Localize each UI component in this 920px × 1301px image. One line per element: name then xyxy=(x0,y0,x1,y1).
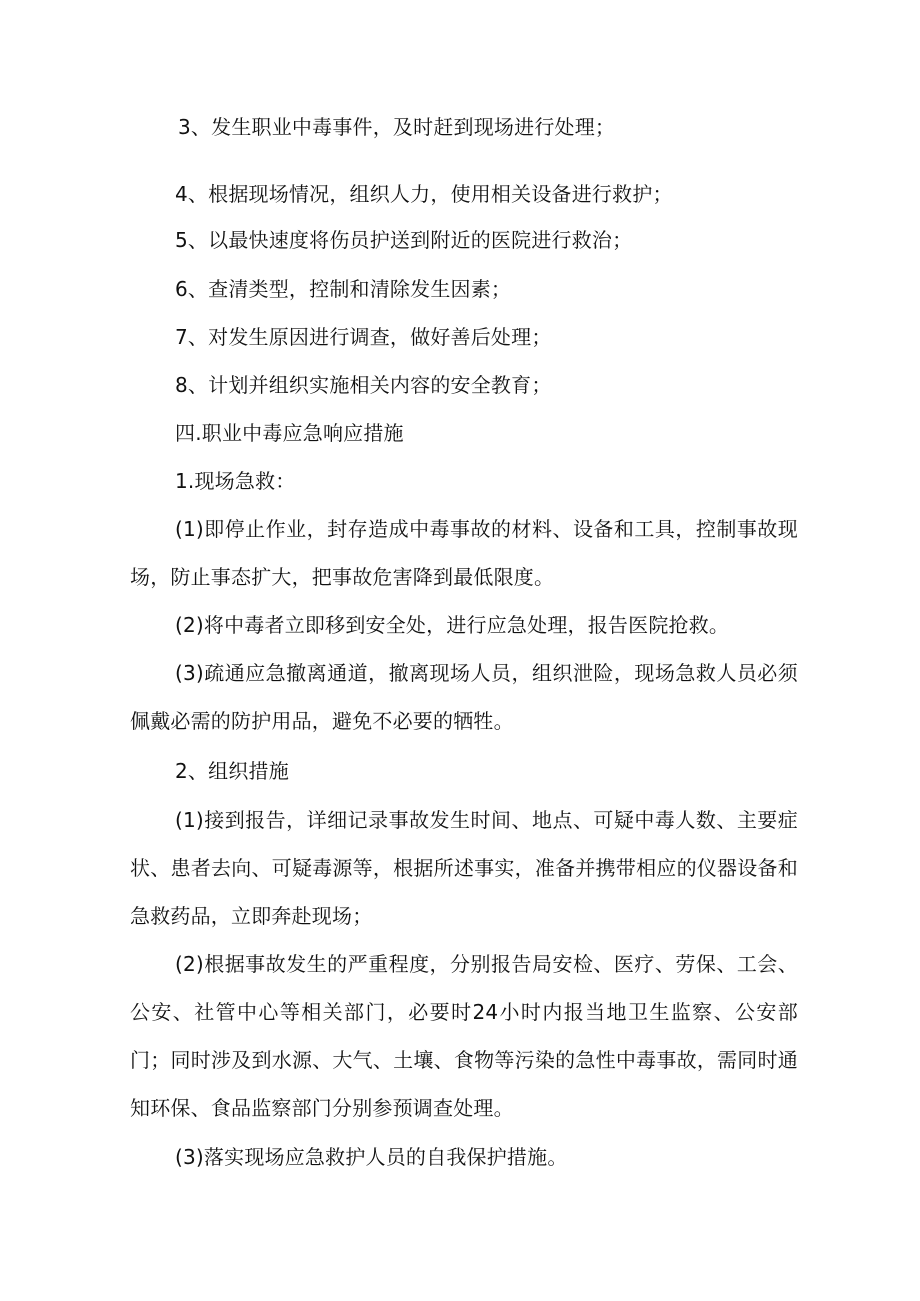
list-item-7: 7、对发生原因进行调查，做好善后处理； xyxy=(175,325,552,349)
subsection-heading-onsite-aid: 1.现场急救： xyxy=(175,469,296,493)
section-heading: 四.职业中毒应急响应措施 xyxy=(175,421,404,445)
paragraph-move-victim: (2)将中毒者立即移到安全处，进行应急处理，报告医院抢救。 xyxy=(175,613,730,637)
list-item-8: 8、计划并组织实施相关内容的安全教育； xyxy=(175,373,552,397)
paragraph-stop-work: (1)即停止作业，封存造成中毒事故的材料、设备和工具，控制事故现场，防止事态扩大，把事故危害降到最低限度。 xyxy=(130,517,798,589)
list-item-4: 4、根据现场情况，组织人力，使用相关设备进行救护； xyxy=(175,182,673,206)
paragraph-evacuation: (3)疏通应急撤离通道，撤离现场人员，组织泄险，现场急救人员必须佩戴必需的防护用品，避免不必要的牺牲。 xyxy=(130,661,798,733)
paragraph-receive-report: (1)接到报告，详细记录事故发生时间、地点、可疑中毒人数、主要症状、患者去向、可疑毒源等，根据所述事实，准备并携带相应的仪器设备和急救药品，立即奔赴现场； xyxy=(130,808,798,928)
list-item-3: 3、发生职业中毒事件，及时赶到现场进行处理； xyxy=(178,115,616,139)
paragraph-report-departments: (2)根据事故发生的严重程度，分别报告局安检、医疗、劳保、工会、公安、社管中心等相关部门，必要时24小时内报当地卫生监察、公安部门；同时涉及到水源、大气、土壤、食物等污染的急性中毒事故，需同时通知环保、食品监察部门分别参预调查处理。 xyxy=(130,952,798,1120)
list-item-6: 6、查清类型，控制和清除发生因素； xyxy=(175,277,512,301)
list-item-5: 5、以最快速度将伤员护送到附近的医院进行救治； xyxy=(175,228,633,252)
subsection-heading-organization: 2、组织措施 xyxy=(175,759,289,783)
paragraph-self-protection: (3)落实现场应急救护人员的自我保护措施。 xyxy=(175,1145,568,1169)
